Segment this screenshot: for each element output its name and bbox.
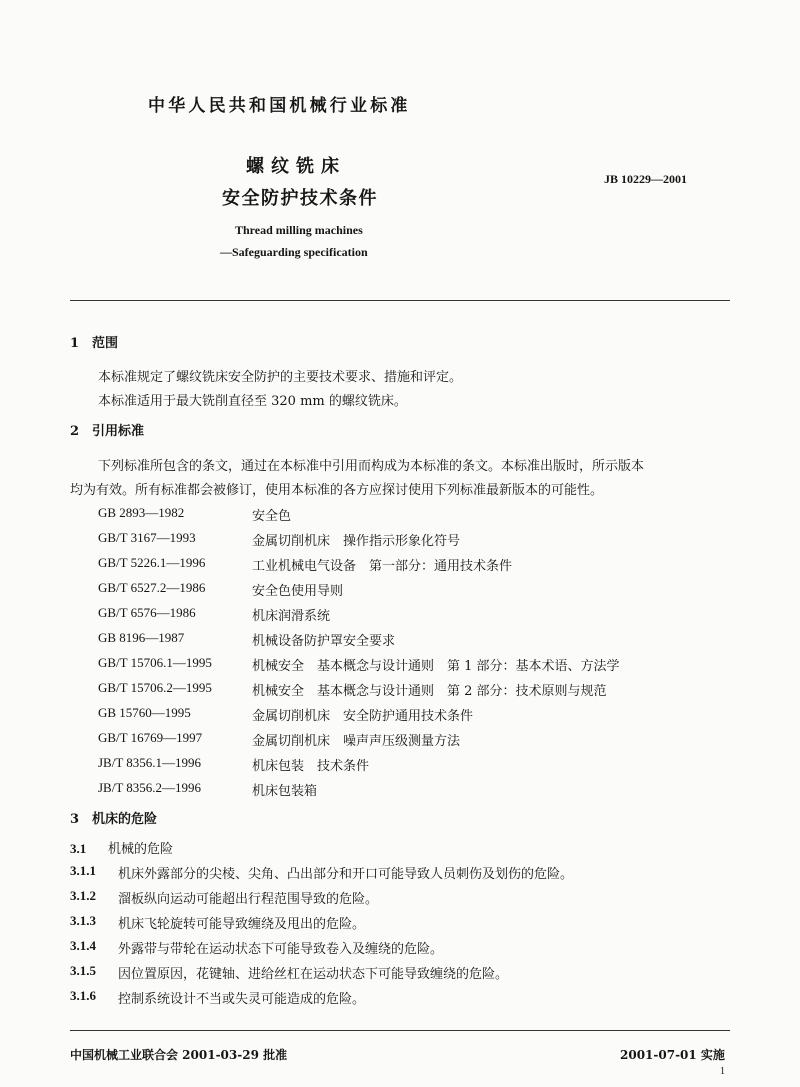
clause-text: 溜板纵向运动可能超出行程范围导致的危险。: [118, 892, 379, 907]
reference-title: 机械设备防护罩安全要求: [252, 634, 396, 649]
section-1-paragraph-1: 本标准规定了螺纹铣床安全防护的主要技术要求、措施和评定。: [98, 370, 463, 385]
english-title-line2: —Safeguarding specification: [220, 245, 368, 259]
section-2-number: 2: [70, 424, 80, 439]
reference-title: 安全色使用导则: [252, 584, 344, 599]
clause-text: 机床外露部分的尖棱、尖角、凸出部分和开口可能导致人员刺伤及划伤的危险。: [118, 867, 574, 882]
clause-number: 3.1.1: [70, 863, 96, 878]
clause-number: 3.1.2: [70, 888, 96, 903]
reference-code: GB 8196—1987: [98, 630, 185, 645]
reference-title: 机床包装箱: [252, 784, 318, 799]
issuer-approval: 中国机械工业联合会 2001-03-29 批准: [70, 1048, 288, 1062]
reference-code: GB/T 3167—1993: [98, 530, 196, 545]
section-3-1-number: 3.1: [70, 841, 87, 856]
reference-title: 机床包装 技术条件: [252, 759, 370, 774]
reference-title: 金属切削机床 安全防护通用技术条件: [252, 709, 474, 724]
reference-title: 金属切削机床 操作指示形象化符号: [252, 534, 461, 549]
section-2-paragraph-line2: 均为有效。所有标准都会被修订，使用本标准的各方应探讨使用下列标准最新版本的可能性。: [70, 483, 604, 498]
clause-text: 机床飞轮旋转可能导致缠绕及甩出的危险。: [118, 917, 366, 932]
section-2-heading: [70, 420, 144, 439]
clause-text: 因位置原因，花键轴、进给丝杠在运动状态下可能导致缠绕的危险。: [118, 967, 509, 982]
reference-code: GB/T 6576—1986: [98, 605, 196, 620]
reference-title: 机械安全 基本概念与设计通则 第 1 部分：基本术语、方法学: [252, 659, 620, 674]
section-1-title: 范围: [92, 336, 119, 351]
section-1-paragraph-2: 本标准适用于最大铣削直径至 320 mm 的螺纹铣床。: [98, 394, 407, 409]
page-number: 1: [720, 1066, 725, 1077]
reference-code: GB/T 16769—1997: [98, 730, 203, 745]
clause-number: 3.1.3: [70, 913, 96, 928]
standard-code: JB 10229—2001: [604, 172, 688, 186]
reference-title: 机械安全 基本概念与设计通则 第 2 部分：技术原则与规范: [252, 684, 607, 699]
document-title-line2: 安全防护技术条件: [222, 188, 378, 209]
reference-code: GB 15760—1995: [98, 705, 191, 720]
section-2-paragraph-line1: 下列标准所包含的条文，通过在本标准中引用而构成为本标准的条文。本标准出版时，所示版本: [98, 459, 645, 474]
clause-number: 3.1.6: [70, 988, 96, 1003]
section-3-title: 机床的危险: [92, 812, 158, 827]
reference-code: JB/T 8356.2—1996: [98, 780, 202, 795]
section-3-number: 3: [70, 812, 80, 827]
reference-title: 金属切削机床 噪声声压级测量方法: [252, 734, 461, 749]
effective-date: 2001-07-01 实施: [620, 1048, 725, 1062]
footer-divider: [70, 1030, 730, 1031]
english-title-line1: Thread milling machines: [235, 223, 363, 237]
section-2-title: 引用标准: [92, 424, 145, 439]
reference-code: GB/T 15706.2—1995: [98, 680, 212, 695]
section-3-1-title: 机械的危险: [108, 842, 174, 857]
reference-code: GB 2893—1982: [98, 505, 185, 520]
section-3-1-heading: [70, 838, 173, 857]
section-1-heading: [70, 332, 118, 351]
reference-code: JB/T 8356.1—1996: [98, 755, 202, 770]
clause-number: 3.1.4: [70, 938, 96, 953]
section-1-number: 1: [70, 336, 80, 351]
reference-title: 安全色: [252, 509, 292, 524]
org-title: 中华人民共和国机械行业标准: [148, 96, 411, 116]
header-divider: [70, 300, 730, 301]
reference-title: 机床润滑系统: [252, 609, 331, 624]
clause-number: 3.1.5: [70, 963, 96, 978]
clause-text: 控制系统设计不当或失灵可能造成的危险。: [118, 992, 366, 1007]
section-3-heading: [70, 808, 157, 827]
reference-code: GB/T 6527.2—1986: [98, 580, 206, 595]
reference-code: GB/T 15706.1—1995: [98, 655, 212, 670]
reference-title: 工业机械电气设备 第一部分：通用技术条件: [252, 559, 513, 574]
document-title-line1: 螺纹铣床: [246, 156, 346, 177]
reference-code: GB/T 5226.1—1996: [98, 555, 206, 570]
clause-text: 外露带与带轮在运动状态下可能导致卷入及缠绕的危险。: [118, 942, 444, 957]
